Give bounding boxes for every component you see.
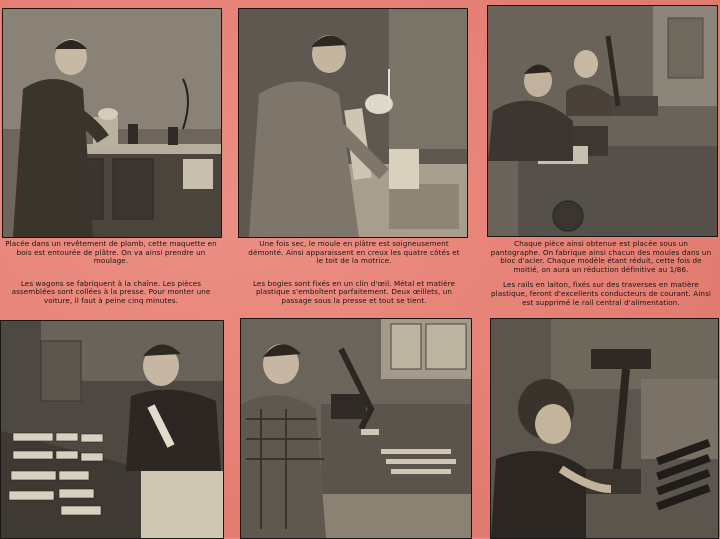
caption-column-3 (489, 240, 713, 314)
caption-bogies: Les bogies sont fixés en un clin d'œil. Métal et matière plastique s'emboîtent parfaitement. Deux œillets, un passage sous la presse et tout se tient. (252, 278, 456, 305)
photo-bogies-press (240, 318, 472, 539)
photo-dismantling-mold (238, 8, 468, 238)
caption-brass-rails: Les rails en laiton, fixés sur des traverses en matière plastique, feront d'excellents conducteurs de courant. Ainsi est supprimé le rail central d'alimentation. (490, 280, 712, 307)
caption-pantograph: Chaque pièce ainsi obtenue est placée sous un pantographe. On fabrique ainsi chacun des moules dans un bloc d'acier. Chaque modèle étant réduit, cette fois de moitié, on aura un réduction définitive au 1/86. (490, 239, 712, 274)
photo-pantograph (487, 5, 718, 237)
photo-wagon-assembly (0, 320, 224, 539)
caption-column-1 (4, 240, 218, 313)
caption-wagon-assembly: Les wagons se fabriquent à la chaîne. Les pièces assemblées sont collées à la presse. Pour monter une voiture, il faut à peine cinq minutes. (11, 278, 211, 305)
photo-plaster-mold (2, 8, 222, 238)
caption-column-2 (245, 240, 463, 313)
caption-dismantling-mold: Une fois sec, le moule en plâtre est soigneusement démonté. Ainsi apparaissent en creux les quatre côtés et le toit de la motrice. (248, 239, 460, 266)
photo-brass-rails (490, 318, 719, 539)
caption-plaster-mold: Placée dans un revêtement de plomb, cette maquette en bois est entourée de plâtre. On va ainsi prendre un moulage. (5, 239, 217, 266)
